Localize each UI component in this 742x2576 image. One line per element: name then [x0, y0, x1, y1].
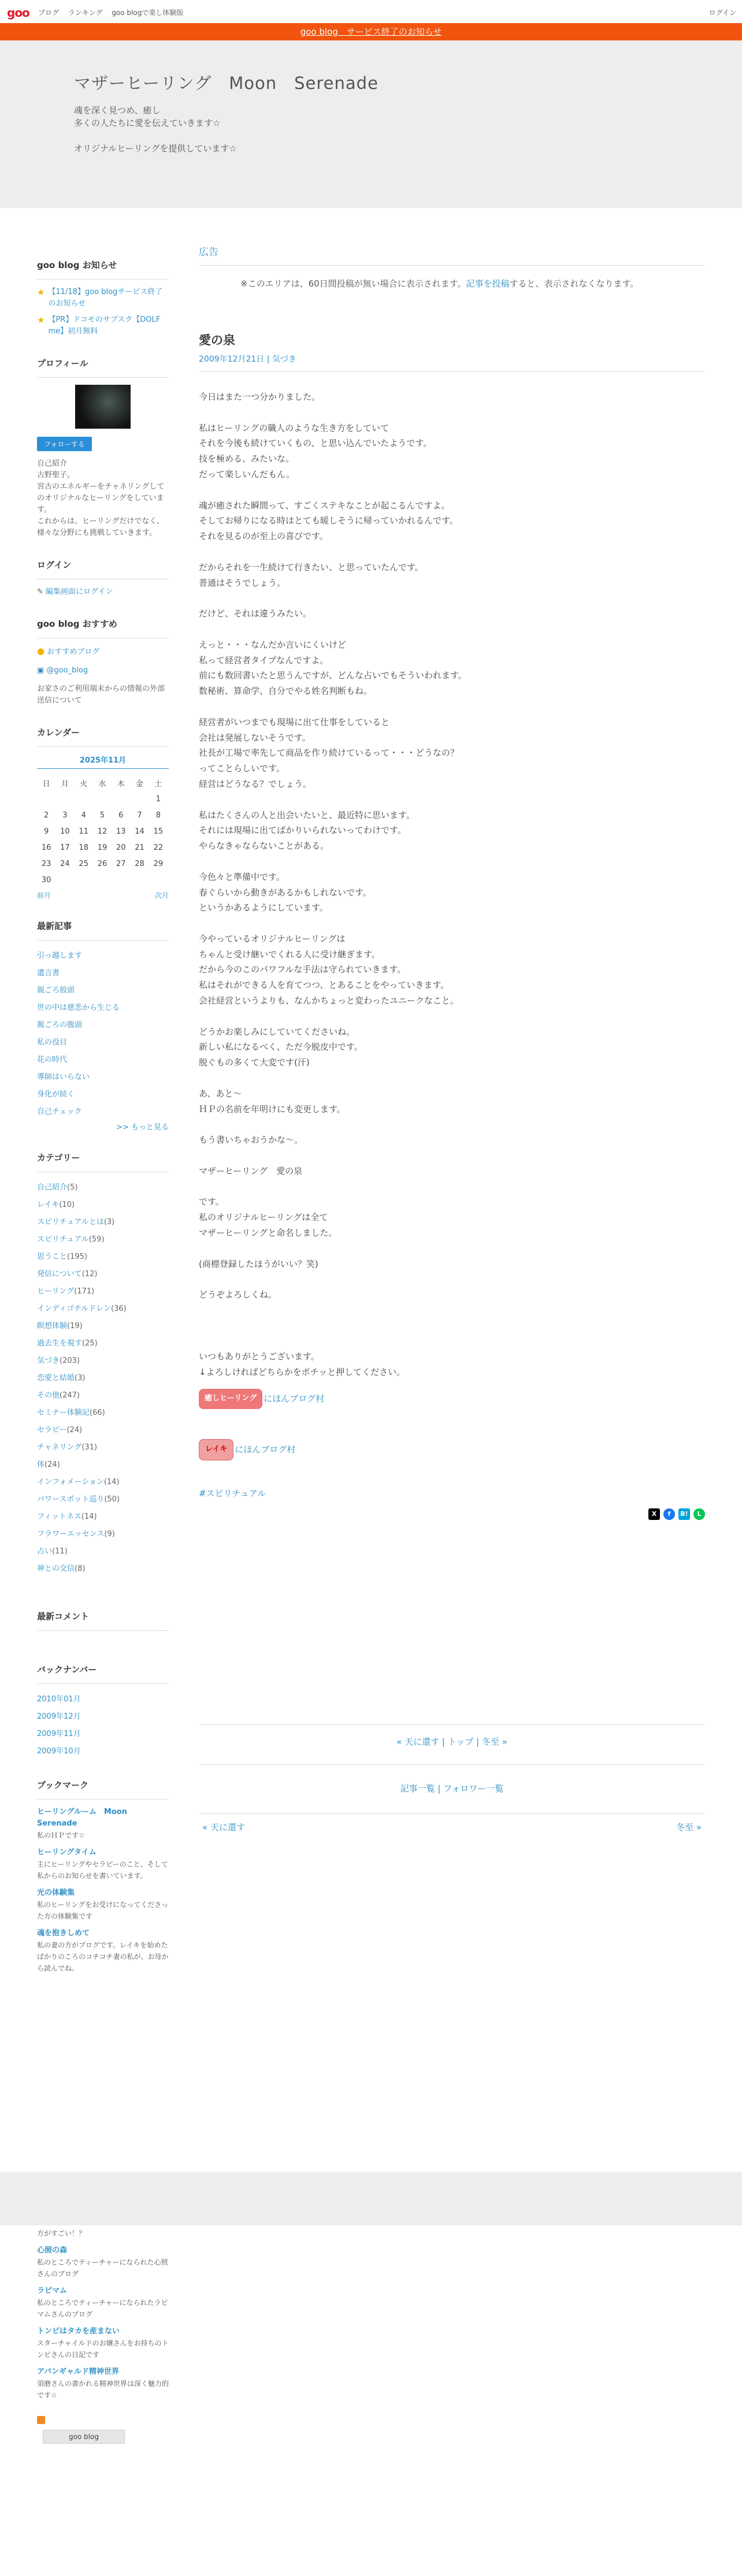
recent-post-link[interactable]: 導師はいらない	[37, 1073, 90, 1081]
category-link[interactable]: スピリチュアルとは	[37, 1218, 104, 1226]
calendar-day[interactable]: 27	[116, 859, 126, 868]
category-link[interactable]: フィットネス	[37, 1512, 81, 1521]
category-count: (25)	[82, 1339, 98, 1348]
ad-note-prefix: ※このエリアは、60日間投稿が無い場合に表示されます。	[240, 278, 466, 289]
meta-separator: |	[264, 355, 272, 364]
edit-login-link[interactable]: 編集画面にログイン	[46, 588, 113, 596]
nav-ranking[interactable]: ランキング	[68, 9, 103, 17]
recent-list	[37, 947, 169, 1121]
calendar-section	[37, 726, 169, 900]
calendar-day[interactable]: 23	[41, 859, 51, 868]
calendar-next-month[interactable]: 次月	[154, 891, 169, 899]
bookmark-link[interactable]: 心照の森	[37, 2246, 68, 2255]
profile-heading: プロフィール	[37, 357, 169, 378]
calendar-day[interactable]: 26	[97, 859, 107, 868]
category-link[interactable]: フラワーエッセンス	[37, 1530, 105, 1538]
bookmark-link[interactable]: ヒーリングルーム Moon Serenade	[37, 1808, 127, 1828]
calendar-day[interactable]: 20	[116, 843, 126, 852]
category-link[interactable]: ヒーリング	[37, 1287, 75, 1296]
footer-band	[0, 2172, 742, 2225]
category-item[interactable]	[37, 1300, 169, 1318]
calendar-day	[112, 872, 130, 888]
category-item[interactable]	[37, 1248, 169, 1266]
category-item[interactable]	[37, 1335, 169, 1352]
category-count: (24)	[66, 1426, 83, 1434]
category-item[interactable]	[37, 1543, 169, 1560]
ranking-label[interactable]: にほんブログ村	[235, 1444, 296, 1455]
nav-blog[interactable]: ブログ	[38, 9, 60, 17]
bookmark-description: 須磨さんの書かれる精神世界は深く魅力的です☆	[37, 2380, 169, 2399]
category-link[interactable]: 恋愛と結婚	[37, 1374, 75, 1382]
category-count: (11)	[52, 1547, 68, 1556]
bookmark-list-continued	[37, 2228, 169, 2401]
category-count: (195)	[67, 1252, 87, 1261]
category-link[interactable]: 過去生を視す	[37, 1339, 83, 1348]
category-count: (14)	[103, 1478, 120, 1486]
calendar-day[interactable]: 1	[155, 794, 161, 804]
bookmark-description: 私のところでティーチャーになられた心照さんのブログ	[37, 2258, 168, 2278]
backnumbers-heading: バックナンバー	[37, 1663, 169, 1684]
notice-link[interactable]: 【PR】ドコモのサブスク【DOLF me】初月無料	[48, 315, 161, 336]
recent-post-link[interactable]: 引っ越します	[37, 951, 83, 960]
bottom-next[interactable]: 冬至 »	[676, 1822, 702, 1832]
profile-text: 古野聖子。 宮古のエネルギーをチャネリングしてのオリジナルなヒーリングをしています。 これからは、ヒーリングだけでなく、様々な分野にも挑戦していきます。	[37, 471, 165, 537]
category-count: (10)	[59, 1200, 75, 1209]
bookmark-description: 私のヒーリングをお受けになってくださった方の体験集です	[37, 1901, 169, 1920]
recent-post-link[interactable]: 親ごろの腹頭	[37, 1021, 83, 1029]
calendar-day[interactable]: 10	[60, 827, 70, 836]
category-item[interactable]	[37, 1560, 169, 1578]
recent-posts-section	[37, 920, 169, 1132]
ad-note-suffix: すると、表示されなくなります。	[509, 278, 639, 289]
category-link[interactable]: インディゴチルドレン	[37, 1304, 111, 1313]
bookmark-link[interactable]: ラピマム	[37, 2287, 68, 2295]
category-link[interactable]: 占い	[37, 1547, 53, 1556]
nav-trial[interactable]: goo blogで楽し体験版	[112, 9, 184, 17]
calendar-days	[37, 791, 168, 888]
bookmark-description: 私のＨＰです☆	[37, 1831, 85, 1839]
notices-section	[37, 259, 169, 337]
calendar-heading: カレンダー	[37, 726, 169, 747]
categories-heading: カテゴリー	[37, 1151, 169, 1172]
backnumber-link[interactable]: 2009年11月	[37, 1730, 81, 1738]
follower-list-link[interactable]: フォロワー一覧	[443, 1783, 504, 1794]
calendar-day[interactable]: 28	[135, 859, 144, 868]
share-buttons	[648, 1508, 705, 1520]
category-link[interactable]: 発信について	[37, 1270, 82, 1278]
calendar-day[interactable]: 6	[118, 811, 124, 820]
ranking-banner[interactable]	[199, 1439, 705, 1460]
post-tag[interactable]: #スピリチュアル	[199, 1488, 266, 1499]
star-icon: ★	[37, 315, 45, 325]
star-icon: ★	[37, 287, 45, 298]
post-paragraph: です。 私のオリジナルヒーリングは全て マザーヒーリングと命名しました。	[199, 1196, 337, 1239]
external-transmission-link[interactable]: お家さのご利用端末からの情報の外部送信について	[37, 685, 165, 705]
bookmarks-section	[37, 1779, 169, 1974]
bookmark-link[interactable]: 魂を抱きしめて	[37, 1929, 90, 1938]
category-item[interactable]	[37, 1387, 169, 1404]
category-list	[37, 1179, 169, 1578]
service-end-notice-bar[interactable]	[0, 23, 742, 40]
backnumber-link[interactable]: 2009年12月	[37, 1712, 81, 1721]
post-article-link[interactable]: 記事を投稿	[466, 278, 510, 289]
bookmark-description: 私のところでティーチャーになられたラピマムさんのブログ	[37, 2299, 168, 2318]
blog-description: 魂を深く見つめ、癒し 多くの人たちに愛を伝えていきます☆ オリジナルヒーリングを提供しています☆	[74, 105, 237, 154]
recent-more-link[interactable]: >> もっと見る	[116, 1123, 169, 1132]
blog-title[interactable]: マザーヒーリング Moon Serenade	[74, 73, 379, 93]
rss-icon[interactable]	[37, 2416, 45, 2424]
ranking-badge-healing[interactable]: 癒しヒーリング	[199, 1389, 262, 1409]
category-item[interactable]	[37, 1352, 169, 1370]
line-icon[interactable]: L	[693, 1508, 705, 1520]
bookmark-description: 主にヒーリングやセラピーのこと、そして私からのお知らせを書いています。	[37, 1860, 168, 1880]
pager-next[interactable]: 冬至 »	[481, 1736, 507, 1747]
x-icon[interactable]: X	[648, 1508, 660, 1520]
calendar-day[interactable]: 4	[81, 811, 86, 820]
post-paragraph: 今色々と準備中です。 春ぐらいから動きがあるかもしれないです。 というかあるようにしています。	[199, 871, 372, 913]
calendar-day[interactable]: 3	[62, 811, 68, 820]
calendar-prev-month[interactable]: 前月	[37, 891, 51, 899]
post-meta	[199, 353, 705, 372]
category-count: (36)	[111, 1304, 127, 1313]
category-count: (12)	[81, 1270, 98, 1278]
category-count: (19)	[67, 1322, 83, 1330]
post-body	[199, 389, 705, 1532]
category-item[interactable]	[37, 1231, 169, 1248]
bookmark-link[interactable]: トンビはタカを産まない	[37, 2327, 120, 2336]
main-content	[199, 244, 705, 1833]
category-count: (3)	[103, 1218, 115, 1226]
calendar-month: 2025年11月	[37, 754, 169, 769]
category-link[interactable]: パワースポット巡り	[37, 1495, 105, 1504]
post-title[interactable]: 愛の泉	[199, 333, 235, 347]
calendar-table	[37, 775, 168, 888]
category-count: (50)	[104, 1495, 120, 1504]
calendar-day	[130, 872, 149, 888]
recent-post-link[interactable]: 花の時代	[37, 1055, 68, 1064]
bookmark-link[interactable]: 光の体験集	[37, 1889, 75, 1897]
category-link[interactable]: 瞑想体験	[37, 1322, 68, 1330]
post-paragraph: 魂が癒された瞬間って、すごくステキなことが起こるんですよ。 そしてお帰りになる時はとても暖しそうに帰っていかれるんです。 それを見るのが至上の喜びです。	[199, 500, 458, 542]
post-paragraph: だけど、それは違うみたい。	[199, 608, 312, 619]
calendar-day[interactable]: 13	[116, 827, 126, 836]
category-link[interactable]: チャネリング	[37, 1443, 82, 1452]
post-paragraph: だからそれを一生続けて行きたい、と思っていたんです。 普通はそうでしょう。	[199, 562, 424, 588]
bottom-pager	[199, 1813, 705, 1833]
category-item[interactable]	[37, 1404, 169, 1422]
backnumber-link[interactable]: 2010年01月	[37, 1695, 81, 1704]
recent-post-link[interactable]: 世の中は慈悲から生じる	[37, 1003, 120, 1012]
bottom-prev[interactable]: « 天に還す	[202, 1822, 245, 1832]
calendar-day	[75, 872, 93, 888]
bulb-icon: ●	[37, 646, 45, 656]
category-count: (8)	[75, 1564, 86, 1573]
weekday: 金	[136, 779, 144, 789]
calendar-day	[93, 791, 112, 807]
pencil-icon: ✎	[37, 588, 46, 596]
calendar-day	[93, 872, 112, 888]
top-bar	[0, 0, 742, 23]
recommend-blog-link[interactable]: おすすめブログ	[47, 648, 100, 656]
category-item[interactable]	[37, 1526, 169, 1543]
category-link[interactable]: スピリチュアル	[37, 1235, 89, 1244]
recent-post-link[interactable]: 私の役目	[37, 1038, 68, 1047]
pager-top[interactable]: トップ	[447, 1736, 474, 1747]
post-paragraph: どうかお楽しみにしていてくださいね。 新しい私になるべく、ただ今脱皮中です。 脱ぐもの多くて大変です(汗)	[199, 1026, 363, 1068]
post-date-link[interactable]: 2009年12月21日	[199, 355, 265, 364]
ad-note	[199, 277, 705, 289]
category-item[interactable]	[37, 1179, 169, 1196]
calendar-day[interactable]: 14	[135, 827, 144, 836]
weekday: 木	[117, 779, 125, 789]
follow-button[interactable]: フォローする	[37, 437, 92, 451]
backnumber-link[interactable]: 2009年10月	[37, 1747, 81, 1756]
top-login-link[interactable]: ログイン	[708, 9, 736, 17]
category-item[interactable]	[37, 1283, 169, 1300]
category-item[interactable]	[37, 1491, 169, 1508]
notice-item[interactable]	[37, 314, 169, 337]
category-item[interactable]	[37, 1318, 169, 1335]
post-closing: いつもありがとうございます。 ↓よろしければどちらかをポチッと押してください。	[199, 1351, 406, 1377]
list-pager: 記事一覧 | フォロワー一覧	[199, 1764, 705, 1813]
notices-heading: goo blog お知らせ	[37, 259, 169, 280]
post-pager: « 天に還す | トップ | 冬至 »	[199, 1724, 705, 1764]
post-paragraph: 私はたくさんの人と出会いたいと、最近特に思います。 それには現場に出てばかりいられないってわけです。 やらなきゃならないことがある。	[199, 809, 415, 852]
avatar[interactable]	[75, 385, 131, 429]
category-item[interactable]	[37, 1456, 169, 1474]
calendar-day[interactable]: 7	[137, 811, 142, 820]
post-paragraph: 経営者がいつまでも現場に出て仕事をしていると 会社は発展しないそうです。 社長が工場で率先して商品を作り続けているって・・・どうなの？ ってことらしいです。 経営はどうなる？でしょう。	[199, 716, 459, 789]
ad-heading: 広告	[199, 244, 705, 266]
bookmark-description: スターチャイルドのお嬢さんをお持ちのトンビさんの日記です	[37, 2339, 169, 2359]
category-link[interactable]: 神との交信	[37, 1564, 75, 1573]
category-link[interactable]: セミナー体験記	[37, 1408, 90, 1417]
category-count: (3)	[75, 1374, 86, 1382]
calendar-day[interactable]: 19	[97, 843, 107, 852]
post-paragraph: (商標登録したほうがいい？笑)	[199, 1258, 318, 1269]
login-heading: ログイン	[37, 559, 169, 579]
calendar-day	[112, 791, 130, 807]
category-count: (5)	[67, 1183, 78, 1192]
calendar-day[interactable]: 30	[41, 875, 51, 884]
notice-item[interactable]	[37, 287, 169, 310]
calendar-day[interactable]: 16	[41, 843, 51, 852]
hatena-icon[interactable]: B!	[678, 1508, 690, 1520]
bookmark-description: 方がすごい！？	[37, 2229, 86, 2237]
calendar-day[interactable]: 25	[79, 859, 88, 868]
categories-section	[37, 1151, 169, 1578]
ranking-banner[interactable]	[199, 1389, 705, 1409]
calendar-day[interactable]: 21	[135, 843, 144, 852]
calendar-day[interactable]: 18	[79, 843, 88, 852]
weekday: 火	[80, 779, 88, 789]
weekday: 水	[98, 779, 106, 789]
bookmark-list	[37, 1806, 169, 1974]
post-paragraph: もう書いちゃおうかな～。	[199, 1135, 303, 1146]
top-nav	[38, 8, 190, 17]
calendar-day[interactable]: 12	[97, 827, 107, 836]
post-paragraph: マザーヒーリング 愛の泉	[199, 1165, 303, 1176]
bookmark-description: 私の妻の方がブログです。レイキを始めたばかりのころのコチコチ妻の私が、お母から読んでね。	[37, 1941, 169, 1972]
facebook-icon[interactable]: f	[663, 1508, 675, 1520]
calendar-day[interactable]: 22	[153, 843, 164, 852]
recent-post-link[interactable]: 親ごろ般頭	[37, 986, 75, 995]
post-paragraph: どうぞよろしくね。	[199, 1289, 277, 1300]
category-link[interactable]: その他	[37, 1391, 60, 1400]
recent-post-link[interactable]: 身化が続く	[37, 1090, 75, 1099]
comments-heading: 最新コメント	[37, 1610, 169, 1631]
calendar-day[interactable]: 24	[60, 859, 70, 868]
bookmarks-continued	[37, 2228, 169, 2444]
pager-prev[interactable]: « 天に還す	[396, 1736, 440, 1747]
bookmark-link[interactable]: ヒーリングタイム	[37, 1848, 97, 1857]
calendar-day[interactable]: 2	[44, 811, 49, 820]
x-icon: ▣	[37, 666, 44, 675]
calendar-day	[75, 791, 93, 807]
weekday: 日	[42, 779, 50, 789]
category-link[interactable]: 自己紹介	[37, 1183, 68, 1192]
calendar-day[interactable]: 8	[155, 811, 161, 820]
category-link[interactable]: 体	[37, 1460, 45, 1469]
recommend-heading: goo blog おすすめ	[37, 618, 169, 638]
article-list-link[interactable]: 記事一覧	[400, 1783, 435, 1794]
category-item[interactable]	[37, 1422, 169, 1439]
category-item[interactable]	[37, 1266, 169, 1283]
category-link[interactable]: 気づき	[37, 1356, 60, 1365]
post-category-link[interactable]: 気づき	[272, 355, 296, 364]
category-count: (31)	[81, 1443, 98, 1452]
category-count: (14)	[81, 1512, 97, 1521]
goo-logo[interactable]: goo	[7, 6, 29, 20]
category-item[interactable]	[37, 1439, 169, 1456]
category-link[interactable]: セラピー	[37, 1426, 67, 1434]
category-count: (9)	[104, 1530, 115, 1538]
profile-label: 自己紹介	[37, 459, 68, 468]
calendar-nav	[37, 890, 169, 900]
ranking-label[interactable]: にほんブログ村	[264, 1393, 325, 1404]
category-count: (66)	[90, 1408, 105, 1417]
calendar-day[interactable]: 5	[99, 811, 105, 820]
calendar-day[interactable]: 15	[153, 827, 164, 836]
post-paragraph: 今日はまた一つ分かりました。	[199, 392, 321, 402]
goo-blog-footer-logo[interactable]: goo blog	[43, 2430, 125, 2444]
category-count: (247)	[60, 1391, 80, 1400]
calendar-day	[37, 791, 55, 807]
recent-post-link[interactable]: 自己チェック	[37, 1107, 82, 1116]
calendar-day	[55, 872, 74, 888]
ranking-badge-reiki[interactable]: レイキ	[199, 1439, 233, 1460]
category-link[interactable]: 思うこと	[37, 1252, 68, 1261]
weekday: 土	[154, 779, 162, 789]
post-paragraphs	[199, 389, 705, 1303]
calendar-day	[149, 872, 168, 888]
calendar-day[interactable]: 9	[44, 827, 49, 836]
category-item[interactable]	[37, 1508, 169, 1526]
recent-post-link[interactable]: 遺言書	[37, 969, 60, 977]
calendar-day[interactable]: 29	[153, 859, 164, 868]
recommend-section	[37, 618, 169, 707]
post-paragraph: 今やっているオリジナルヒーリングは ちゃんと受け継いでくれる人に受け継ぎます。 だから今のこのパワフルな手法は守られていきます。 私はそれができる人を育てつつ、とあることをやっていきます。 会社経営というよりも、なんかちょっと変わったユニークなこと。	[199, 933, 459, 1006]
category-item[interactable]	[37, 1196, 169, 1214]
category-count: (171)	[74, 1287, 95, 1296]
login-section	[37, 559, 169, 598]
calendar-day[interactable]: 11	[79, 827, 88, 836]
category-count: (203)	[60, 1356, 80, 1365]
category-link[interactable]: レイキ	[37, 1200, 60, 1209]
category-link[interactable]: インフォメーション	[37, 1478, 104, 1486]
bookmarks-heading: ブックマーク	[37, 1779, 169, 1800]
post-paragraph: えっと・・・なんだか言いにくいけど 私って経営者タイプなんですよ。 前にも数回書いたと思うんですが、どんな占いでもそういわれます。 数秘術、算命学、自分でやる姓名判断もね。	[199, 639, 467, 697]
comments-section	[37, 1610, 169, 1631]
sidebar	[37, 259, 169, 1994]
notice-link[interactable]: 【11/18】goo blogサービス終了のお知らせ	[48, 288, 163, 308]
calendar-day	[55, 791, 74, 807]
category-item[interactable]	[37, 1474, 169, 1491]
bookmark-link[interactable]: アバンギャルド精神世界	[37, 2367, 119, 2376]
post-paragraph: 私はヒーリングの職人のような生き方をしていて それを今後も続けていくもの、と思い込んでいたようです。 技を極める、みたいな。 だって楽しいんだもん。	[199, 422, 432, 479]
category-count: (24)	[44, 1460, 60, 1469]
service-end-notice-link[interactable]: goo blog サービス終了のお知らせ	[300, 27, 442, 37]
weekday: 月	[61, 779, 69, 789]
post-paragraph: あ、あと～ ＨＰの名前を年明けにも変更します。	[199, 1088, 346, 1114]
recent-heading: 最新記事	[37, 920, 169, 941]
category-item[interactable]	[37, 1214, 169, 1231]
calendar-day	[130, 791, 149, 807]
backnumbers-section	[37, 1663, 169, 1759]
blog-header	[0, 40, 742, 208]
profile-section	[37, 357, 169, 539]
category-item[interactable]	[37, 1370, 169, 1387]
category-count: (59)	[88, 1235, 105, 1244]
calendar-day[interactable]: 17	[60, 843, 70, 852]
goo-blog-x-link[interactable]: @goo_blog	[46, 666, 88, 675]
